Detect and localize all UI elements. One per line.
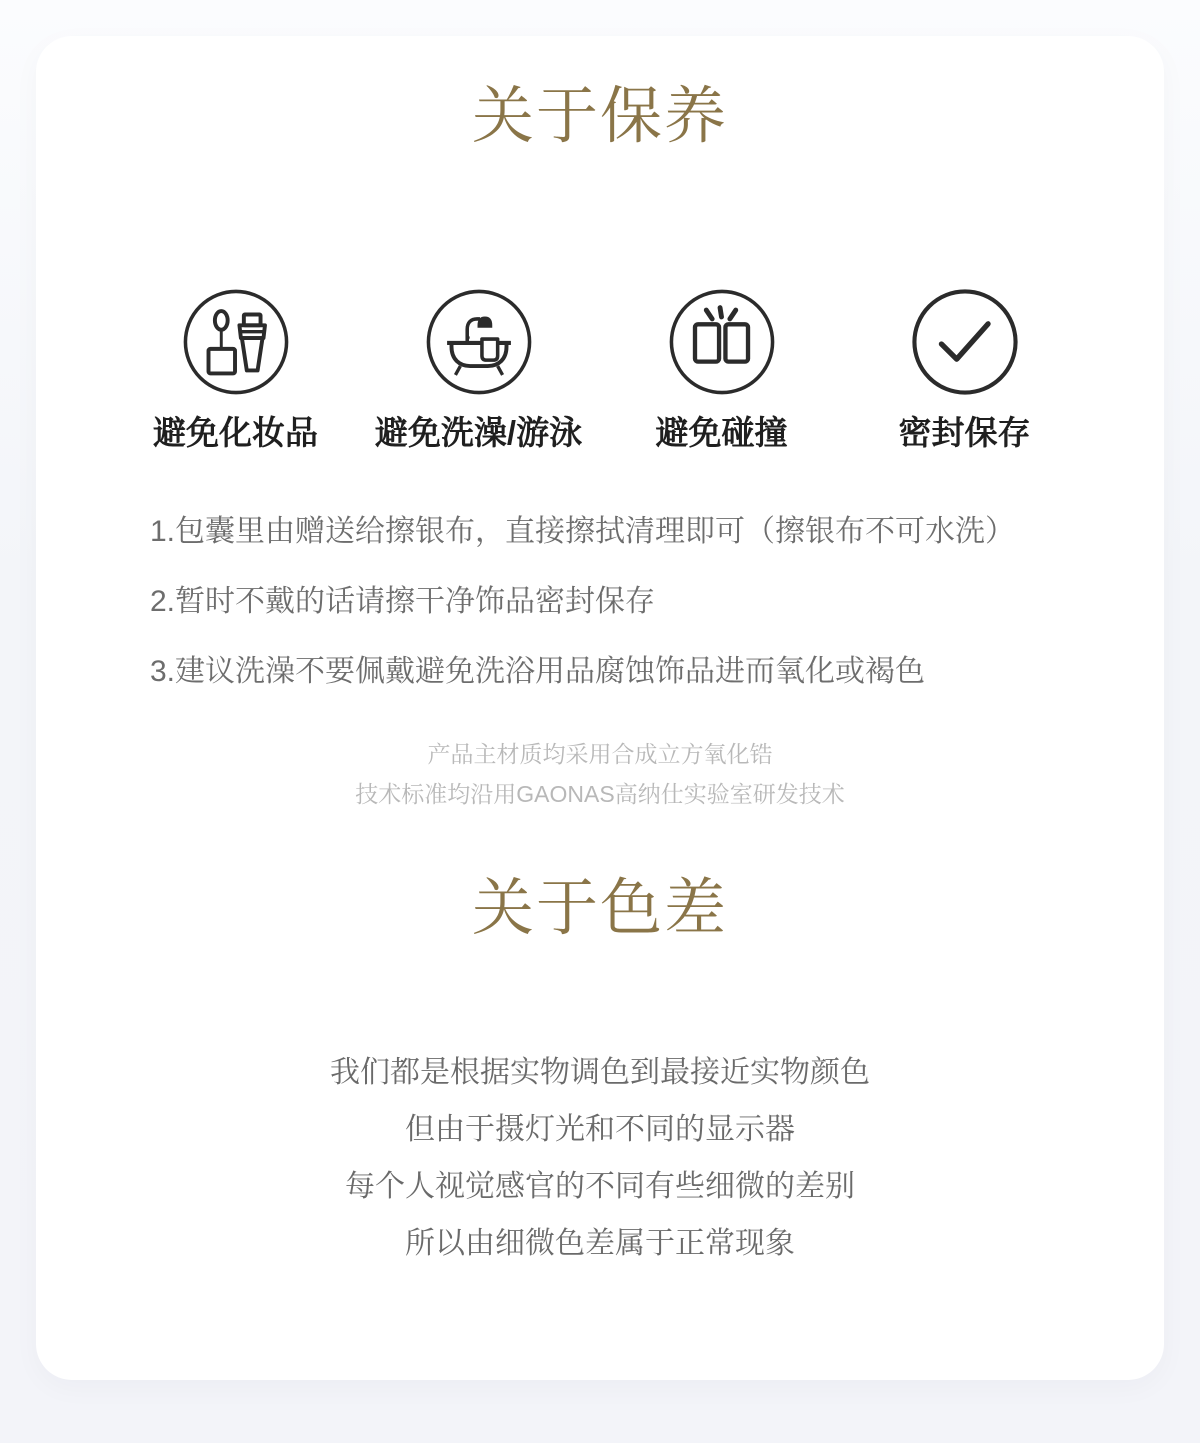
section-title-maintenance: 关于保养 bbox=[471, 82, 728, 151]
care-tip-2: 2.暂时不戴的话请擦干净饰品密封保存 bbox=[150, 585, 656, 618]
care-icons-row bbox=[36, 288, 1164, 449]
icon-label-avoid-bathing: 避免洗澡/游泳 bbox=[374, 414, 583, 451]
cosmetics-icon bbox=[182, 288, 290, 396]
checkmark-icon bbox=[911, 288, 1019, 396]
color-difference-line-2: 但由于摄灯光和不同的显示器 bbox=[405, 1113, 795, 1146]
icon-label-avoid-collision: 避免碰撞 bbox=[655, 414, 788, 451]
color-difference-paragraph bbox=[36, 1058, 1164, 1286]
color-difference-line-1: 我们都是根据实物调色到最接近实物颜色 bbox=[330, 1056, 870, 1089]
care-item-cosmetics bbox=[114, 288, 357, 449]
section-title-color-difference: 关于色差 bbox=[471, 874, 728, 943]
care-tip-3: 3.建议洗澡不要佩戴避免洗浴用品腐蚀饰品进而氧化或褐色 bbox=[150, 655, 926, 688]
care-item-collision bbox=[600, 288, 843, 449]
material-notes bbox=[36, 743, 1164, 806]
care-info-card bbox=[36, 36, 1164, 1380]
care-item-sealed bbox=[843, 288, 1086, 449]
bathtub-icon bbox=[425, 288, 533, 396]
material-note-1: 产品主材质均采用合成立方氧化锆 bbox=[427, 741, 773, 767]
care-item-bath bbox=[357, 288, 600, 449]
material-note-2: 技术标准均沿用GAONAS高纳仕实验室研发技术 bbox=[355, 781, 845, 807]
care-tip-1: 1.包囊里由赠送给擦银布，直接擦拭清理即可（擦银布不可水洗） bbox=[150, 515, 1016, 548]
color-difference-line-3: 每个人视觉感官的不同有些细微的差别 bbox=[345, 1170, 855, 1203]
care-tips-list bbox=[36, 517, 1164, 687]
icon-label-avoid-cosmetics: 避免化妆品 bbox=[153, 414, 318, 451]
color-difference-line-4: 所以由细微色差属于正常现象 bbox=[405, 1227, 795, 1260]
collision-icon bbox=[668, 288, 776, 396]
icon-label-sealed-storage: 密封保存 bbox=[898, 414, 1031, 451]
